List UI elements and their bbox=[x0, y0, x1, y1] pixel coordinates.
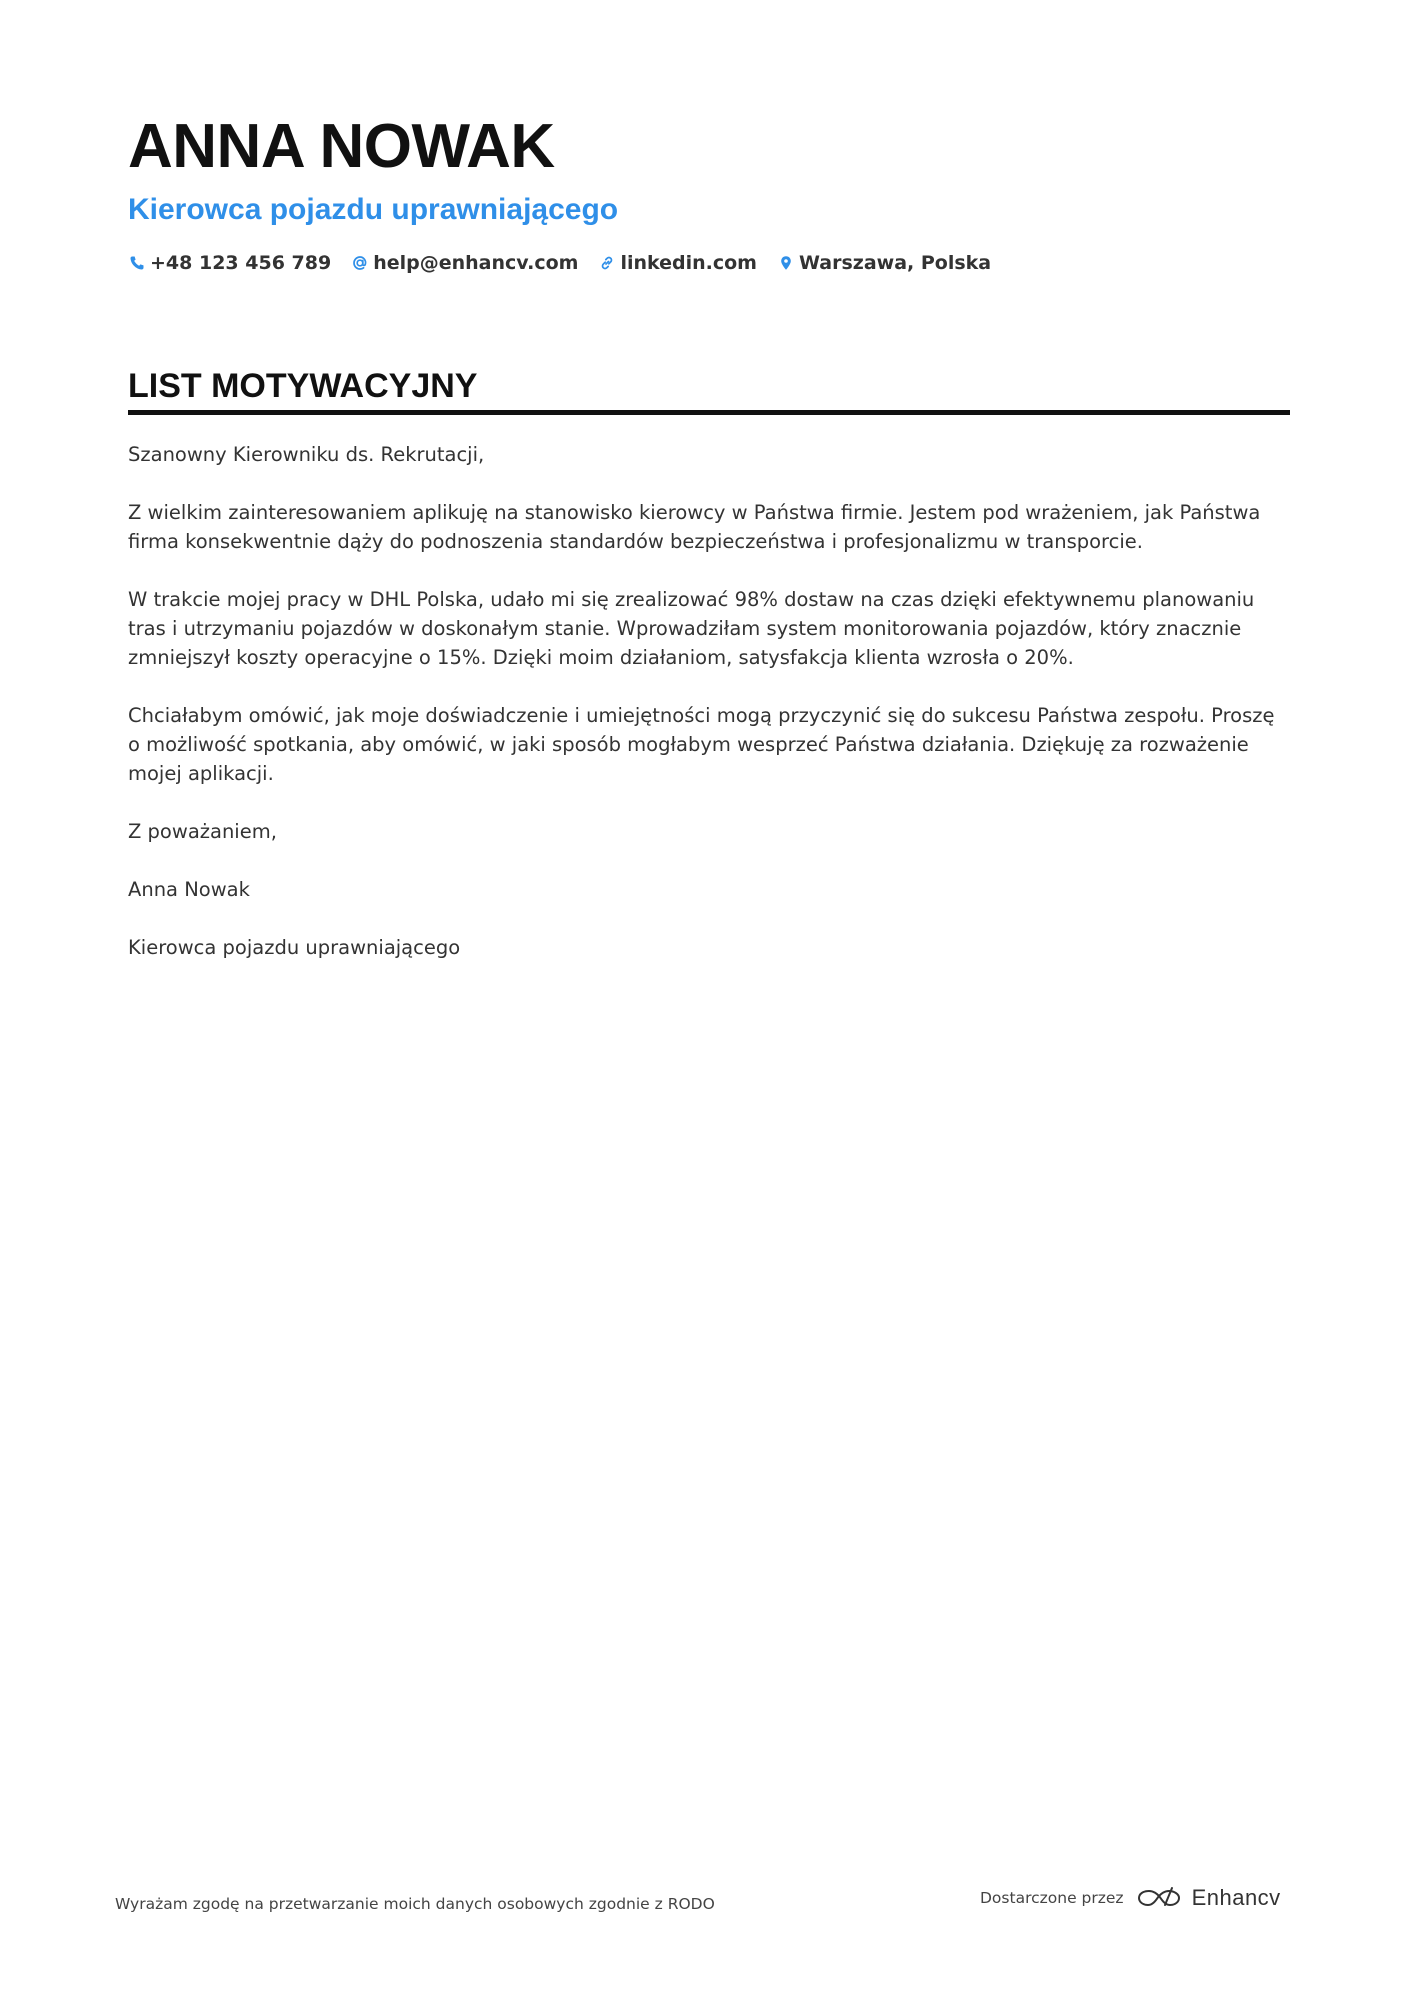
letter-paragraph: Z wielkim zainteresowaniem aplikuję na stanowisko kierowcy w Państwa firmie. Jestem pod wrażeniem, jak Państwa firma konsekwentnie dąży do podnoszenia standardów bezpieczeństwa i profesjonalizmu w transporcie. bbox=[128, 501, 1261, 553]
section-divider bbox=[128, 410, 1290, 415]
contact-location bbox=[777, 252, 991, 274]
signature-name: Anna Nowak bbox=[128, 878, 250, 901]
gdpr-consent: Wyrażam zgodę na przetwarzanie moich danych osobowych zgodnie z RODO bbox=[115, 1895, 715, 1913]
letter-paragraph: Chciałabym omówić, jak moje doświadczenie i umiejętności mogą przyczynić się do sukcesu Państwa zespołu. Proszę o możliwość spotkania, aby omówić, w jaki sposób mogłabym wesprzeć Państwa działania. Dziękuję za rozważenie mojej aplikacji. bbox=[128, 704, 1275, 785]
link-icon bbox=[598, 254, 616, 272]
brand-name: Enhancv bbox=[1191, 1885, 1281, 1910]
letter-paragraph: W trakcie mojej pracy w DHL Polska, udało mi się zrealizować 98% dostaw na czas dzięki efektywnemu planowaniu tras i utrzymaniu pojazdów w doskonałym stanie. Wprowadziłam system monitorowania pojazdów, który znacznie zmniejszył koszty operacyjne o 15%. Dzięki moim działaniom, satysfakcja klienta wzrosła o 20%. bbox=[128, 588, 1255, 669]
letter-greeting: Szanowny Kierowniku ds. Rekrutacji, bbox=[128, 443, 485, 466]
phone-icon bbox=[128, 254, 146, 272]
letter-body bbox=[128, 440, 1288, 991]
location-pin-icon bbox=[777, 254, 795, 272]
contact-linkedin[interactable] bbox=[598, 252, 757, 274]
enhancv-logo-icon bbox=[1136, 1885, 1182, 1911]
at-icon bbox=[351, 254, 369, 272]
section-title: LIST MOTYWACYJNY bbox=[128, 367, 478, 405]
candidate-name: ANNA NOWAK bbox=[128, 112, 555, 181]
contact-phone[interactable] bbox=[128, 252, 331, 274]
contact-email-text: help@enhancv.com bbox=[373, 252, 579, 274]
letter-closing: Z poważaniem, bbox=[128, 820, 277, 843]
contact-email[interactable] bbox=[351, 252, 578, 274]
contact-phone-text: +48 123 456 789 bbox=[150, 252, 332, 274]
contact-location-text: Warszawa, Polska bbox=[798, 252, 992, 274]
candidate-title: Kierowca pojazdu uprawniającego bbox=[128, 193, 619, 226]
powered-by[interactable] bbox=[980, 1885, 1281, 1911]
powered-by-label: Dostarczone przez bbox=[980, 1889, 1124, 1907]
signature-title: Kierowca pojazdu uprawniającego bbox=[128, 936, 461, 959]
contact-bar bbox=[128, 252, 1011, 274]
contact-linkedin-text: linkedin.com bbox=[620, 252, 757, 274]
